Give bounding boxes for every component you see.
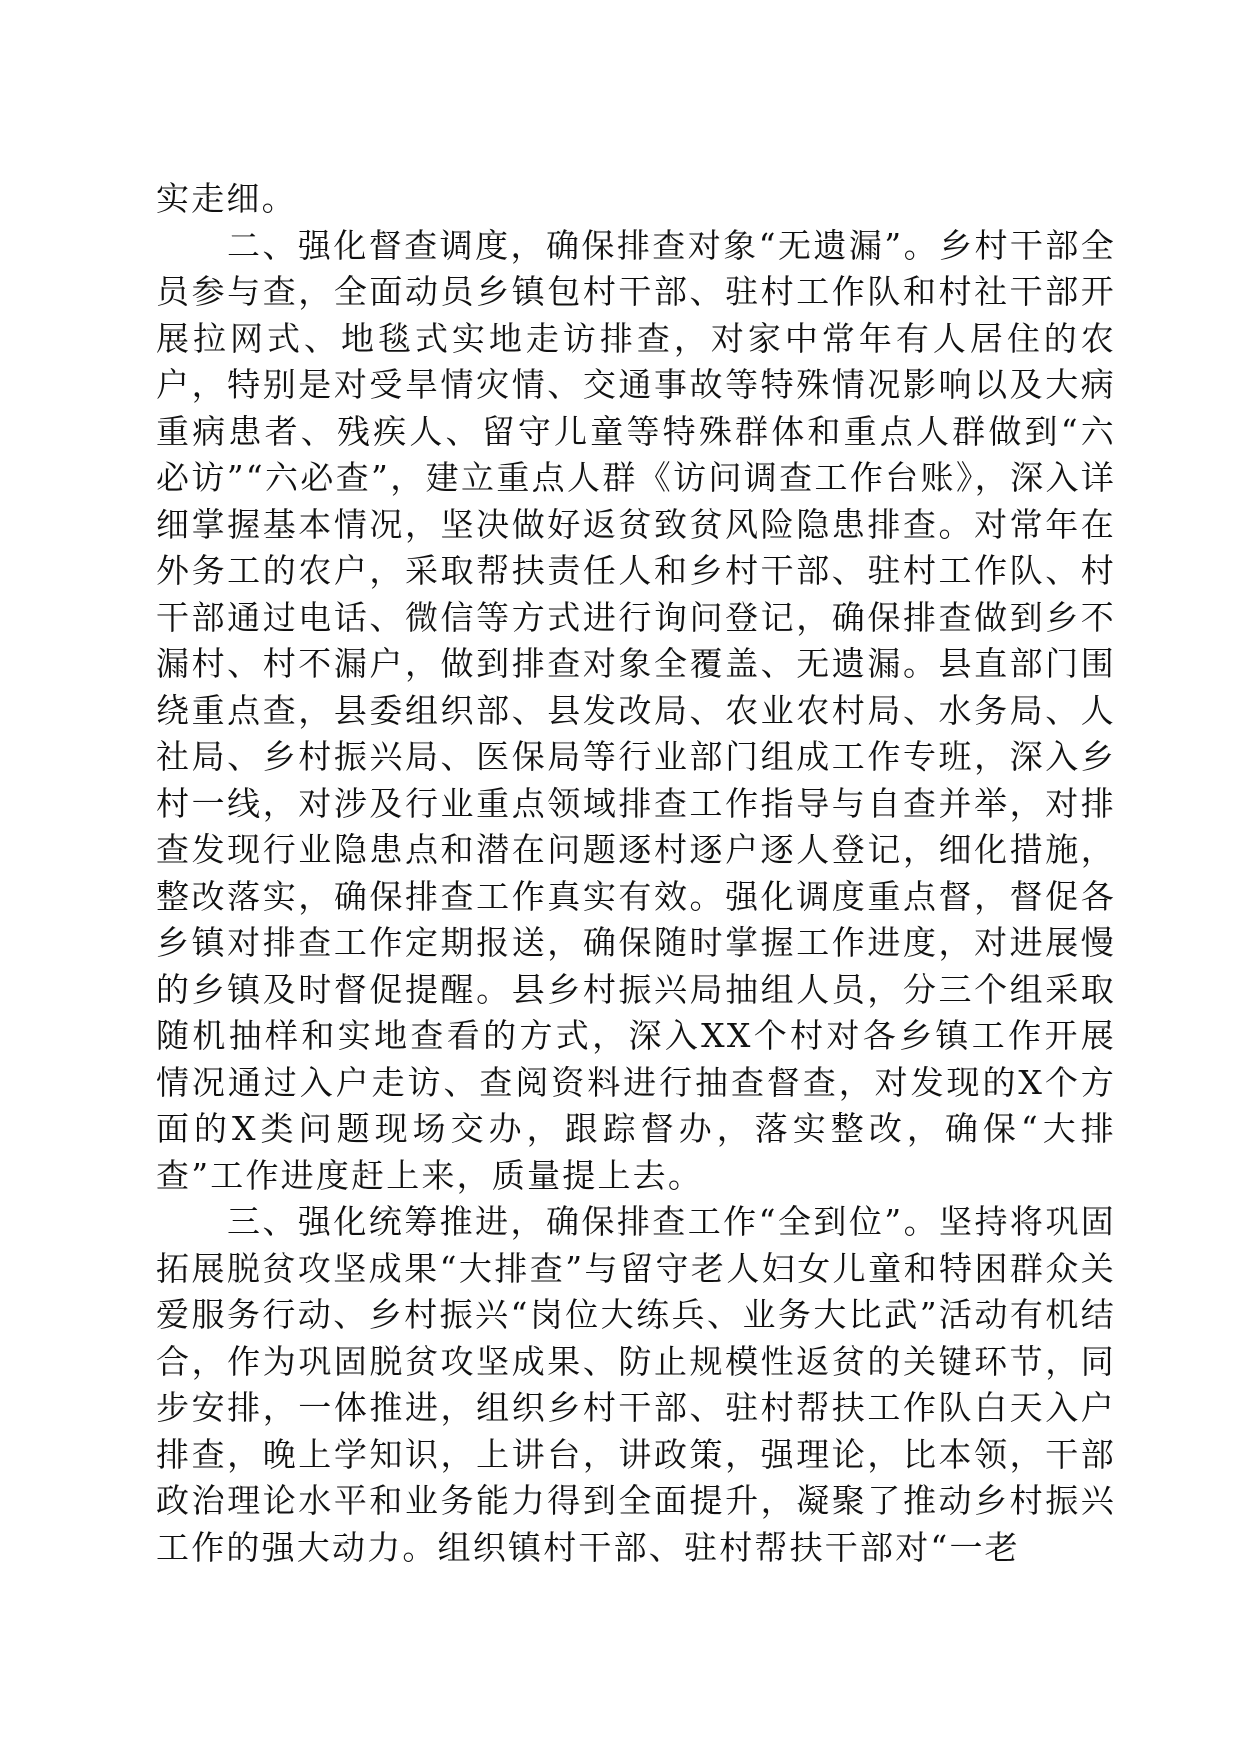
paragraph-coordination: 三、强化统筹推进，确保排查工作“全到位”。坚持将巩固拓展脱贫攻坚成果“大排查”与留守老人妇女儿童和特困群众关爱服务行动、乡村振兴“岗位大练兵、业务大比武”活动有机结合，作为巩固脱贫攻坚成果、防止规模性返贫的关键环节，同步安排，一体推进，组织乡村干部、驻村帮扶工作队白天入户排查，晚上学知识，上讲台，讲政策，强理论，比本领，干部政治理论水平和业务能力得到全面提升，凝聚了推动乡村振兴工作的强大动力。组织镇村干部、驻村帮扶干部对“一老 [156, 1202, 1116, 1567]
paragraph-continuation: 实走细。 [156, 179, 297, 218]
document-body [156, 176, 1116, 1571]
paragraph-supervision: 二、强化督查调度，确保排查对象“无遗漏”。乡村干部全员参与查，全面动员乡镇包村干部、驻村工作队和村社干部开展拉网式、地毯式实地走访排查，对家中常年有人居住的农户，特别是对受旱情灾情、交通事故等特殊情况影响以及大病重病患者、残疾人、留守儿童等特殊群体和重点人群做到“六必访”“六必查”，建立重点人群《访问调查工作台账》，深入详细掌握基本情况，坚决做好返贫致贫风险隐患排查。对常年在外务工的农户，采取帮扶责任人和乡村干部、驻村工作队、村干部通过电话、微信等方式进行询问登记，确保排查做到乡不漏村、村不漏户，做到排查对象全覆盖、无遗漏。县直部门围绕重点查，县委组织部、县发改局、农业农村局、水务局、人社局、乡村振兴局、医保局等行业部门组成工作专班，深入乡村一线，对涉及行业重点领域排查工作指导与自查并举，对排查发现行业隐患点和潜在问题逐村逐户逐人登记，细化措施，整改落实，确保排查工作真实有效。强化调度重点督，督促各乡镇对排查工作定期报送，确保随时掌握工作进度，对进展慢的乡镇及时督促提醒。县乡村振兴局抽组人员，分三个组采取随机抽样和实地查看的方式，深入XX个村对各乡镇工作开展情况通过入户走访、查阅资料进行抽查督查，对发现的X个方面的X类问题现场交办，跟踪督办，落实整改，确保“大排查”工作进度赶上来，质量提上去。 [156, 225, 1116, 1195]
